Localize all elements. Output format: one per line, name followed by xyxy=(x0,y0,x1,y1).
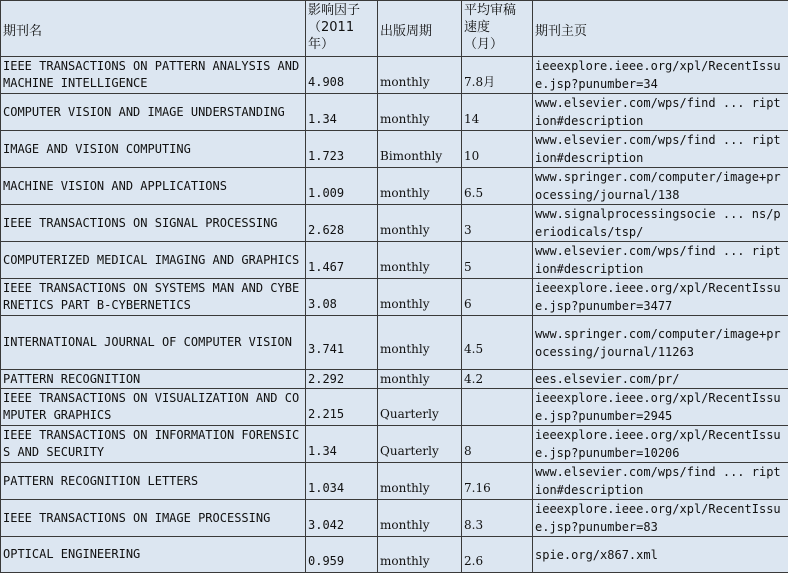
table-row xyxy=(1,57,788,94)
homepage-link[interactable]: ieeexplore.ieee.org/xpl/RecentIssue.jsp?punumber=10206 xyxy=(533,426,788,463)
table-row xyxy=(1,370,788,389)
review-speed-cell: 14 xyxy=(462,94,533,131)
homepage-link[interactable]: www.elsevier.com/wps/find ... ription#description xyxy=(533,242,788,279)
impact-factor-cell: 2.628 xyxy=(306,205,378,242)
publication-period-cell: monthly xyxy=(378,279,462,316)
table-row xyxy=(1,94,788,131)
impact-factor-cell: 1.34 xyxy=(306,426,378,463)
homepage-link[interactable]: ieeexplore.ieee.org/xpl/RecentIssue.jsp?punumber=83 xyxy=(533,500,788,537)
impact-factor-cell: 4.908 xyxy=(306,57,378,94)
header-impact-line3: 年） xyxy=(308,36,375,53)
review-speed-cell: 7.16 xyxy=(462,463,533,500)
publication-period-cell: monthly xyxy=(378,370,462,389)
table-row xyxy=(1,131,788,168)
impact-factor-cell: 3.08 xyxy=(306,279,378,316)
homepage-link[interactable]: spie.org/x867.xml xyxy=(533,537,788,573)
publication-period-cell: monthly xyxy=(378,242,462,279)
review-speed-cell xyxy=(462,389,533,426)
journal-name-cell: PATTERN RECOGNITION LETTERS xyxy=(1,463,306,500)
journal-name-cell: IEEE TRANSACTIONS ON SYSTEMS MAN AND CYBERNETICS PART B-CYBERNETICS xyxy=(1,279,306,316)
header-row xyxy=(1,1,788,57)
publication-period-cell: monthly xyxy=(378,537,462,573)
review-speed-cell: 3 xyxy=(462,205,533,242)
table-row xyxy=(1,168,788,205)
impact-factor-cell: 2.292 xyxy=(306,370,378,389)
publication-period-cell: Quarterly xyxy=(378,426,462,463)
homepage-link[interactable]: ieeexplore.ieee.org/xpl/RecentIssue.jsp?punumber=2945 xyxy=(533,389,788,426)
journal-name-cell: IEEE TRANSACTIONS ON INFORMATION FORENSICS AND SECURITY xyxy=(1,426,306,463)
header-speed-line1: 平均审稿 xyxy=(464,2,530,19)
header-homepage: 期刊主页 xyxy=(533,1,788,57)
homepage-link[interactable]: www.springer.com/computer/image+processing/journal/11263 xyxy=(533,316,788,370)
review-speed-cell: 5 xyxy=(462,242,533,279)
header-speed-line2: 速度 xyxy=(464,19,530,36)
homepage-link[interactable]: ieeexplore.ieee.org/xpl/RecentIssue.jsp?punumber=34 xyxy=(533,57,788,94)
review-speed-cell: 8.3 xyxy=(462,500,533,537)
review-speed-cell: 6 xyxy=(462,279,533,316)
impact-factor-cell: 3.042 xyxy=(306,500,378,537)
publication-period-cell: monthly xyxy=(378,500,462,537)
publication-period-cell: monthly xyxy=(378,316,462,370)
journal-name-cell: MACHINE VISION AND APPLICATIONS xyxy=(1,168,306,205)
homepage-link[interactable]: www.signalprocessingsocie ... ns/periodicals/tsp/ xyxy=(533,205,788,242)
publication-period-cell: Quarterly xyxy=(378,389,462,426)
impact-factor-cell: 1.34 xyxy=(306,94,378,131)
header-journal-name: 期刊名 xyxy=(1,1,306,57)
review-speed-cell: 7.8月 xyxy=(462,57,533,94)
header-publication-period: 出版周期 xyxy=(378,1,462,57)
publication-period-cell: monthly xyxy=(378,57,462,94)
journal-name-cell: IEEE TRANSACTIONS ON SIGNAL PROCESSING xyxy=(1,205,306,242)
header-impact-line1: 影响因子 xyxy=(308,2,375,19)
homepage-link[interactable]: ieeexplore.ieee.org/xpl/RecentIssue.jsp?punumber=3477 xyxy=(533,279,788,316)
journal-name-cell: IEEE TRANSACTIONS ON PATTERN ANALYSIS AND MACHINE INTELLIGENCE xyxy=(1,57,306,94)
table-row xyxy=(1,279,788,316)
impact-factor-cell: 1.009 xyxy=(306,168,378,205)
impact-factor-cell: 1.723 xyxy=(306,131,378,168)
journal-name-cell: OPTICAL ENGINEERING xyxy=(1,537,306,573)
review-speed-cell: 10 xyxy=(462,131,533,168)
publication-period-cell: Bimonthly xyxy=(378,131,462,168)
publication-period-cell: monthly xyxy=(378,205,462,242)
impact-factor-cell: 2.215 xyxy=(306,389,378,426)
table-row xyxy=(1,205,788,242)
header-review-speed xyxy=(462,1,533,57)
table-row xyxy=(1,537,788,573)
table-row xyxy=(1,242,788,279)
review-speed-cell: 4.2 xyxy=(462,370,533,389)
table-row xyxy=(1,463,788,500)
impact-factor-cell: 3.741 xyxy=(306,316,378,370)
journal-name-cell: COMPUTERIZED MEDICAL IMAGING AND GRAPHICS xyxy=(1,242,306,279)
header-impact-line2: （2011 xyxy=(308,19,375,36)
table-row xyxy=(1,316,788,370)
homepage-link[interactable]: ees.elsevier.com/pr/ xyxy=(533,370,788,389)
publication-period-cell: monthly xyxy=(378,463,462,500)
homepage-link[interactable]: www.springer.com/computer/image+processing/journal/138 xyxy=(533,168,788,205)
table-row xyxy=(1,389,788,426)
journal-name-cell: IMAGE AND VISION COMPUTING xyxy=(1,131,306,168)
review-speed-cell: 8 xyxy=(462,426,533,463)
review-speed-cell: 4.5 xyxy=(462,316,533,370)
review-speed-cell: 2.6 xyxy=(462,537,533,573)
publication-period-cell: monthly xyxy=(378,168,462,205)
impact-factor-cell: 1.467 xyxy=(306,242,378,279)
impact-factor-cell: 0.959 xyxy=(306,537,378,573)
journal-name-cell: PATTERN RECOGNITION xyxy=(1,370,306,389)
homepage-link[interactable]: www.elsevier.com/wps/find ... ription#description xyxy=(533,131,788,168)
header-speed-line3: （月） xyxy=(464,36,530,53)
homepage-link[interactable]: www.elsevier.com/wps/find ... ription#description xyxy=(533,463,788,500)
header-impact-factor xyxy=(306,1,378,57)
journal-name-cell: INTERNATIONAL JOURNAL OF COMPUTER VISION xyxy=(1,316,306,370)
impact-factor-cell: 1.034 xyxy=(306,463,378,500)
table-row xyxy=(1,500,788,537)
review-speed-cell: 6.5 xyxy=(462,168,533,205)
journal-name-cell: IEEE TRANSACTIONS ON VISUALIZATION AND COMPUTER GRAPHICS xyxy=(1,389,306,426)
table-row xyxy=(1,426,788,463)
journal-name-cell: IEEE TRANSACTIONS ON IMAGE PROCESSING xyxy=(1,500,306,537)
publication-period-cell: monthly xyxy=(378,94,462,131)
journal-name-cell: COMPUTER VISION AND IMAGE UNDERSTANDING xyxy=(1,94,306,131)
homepage-link[interactable]: www.elsevier.com/wps/find ... ription#description xyxy=(533,94,788,131)
